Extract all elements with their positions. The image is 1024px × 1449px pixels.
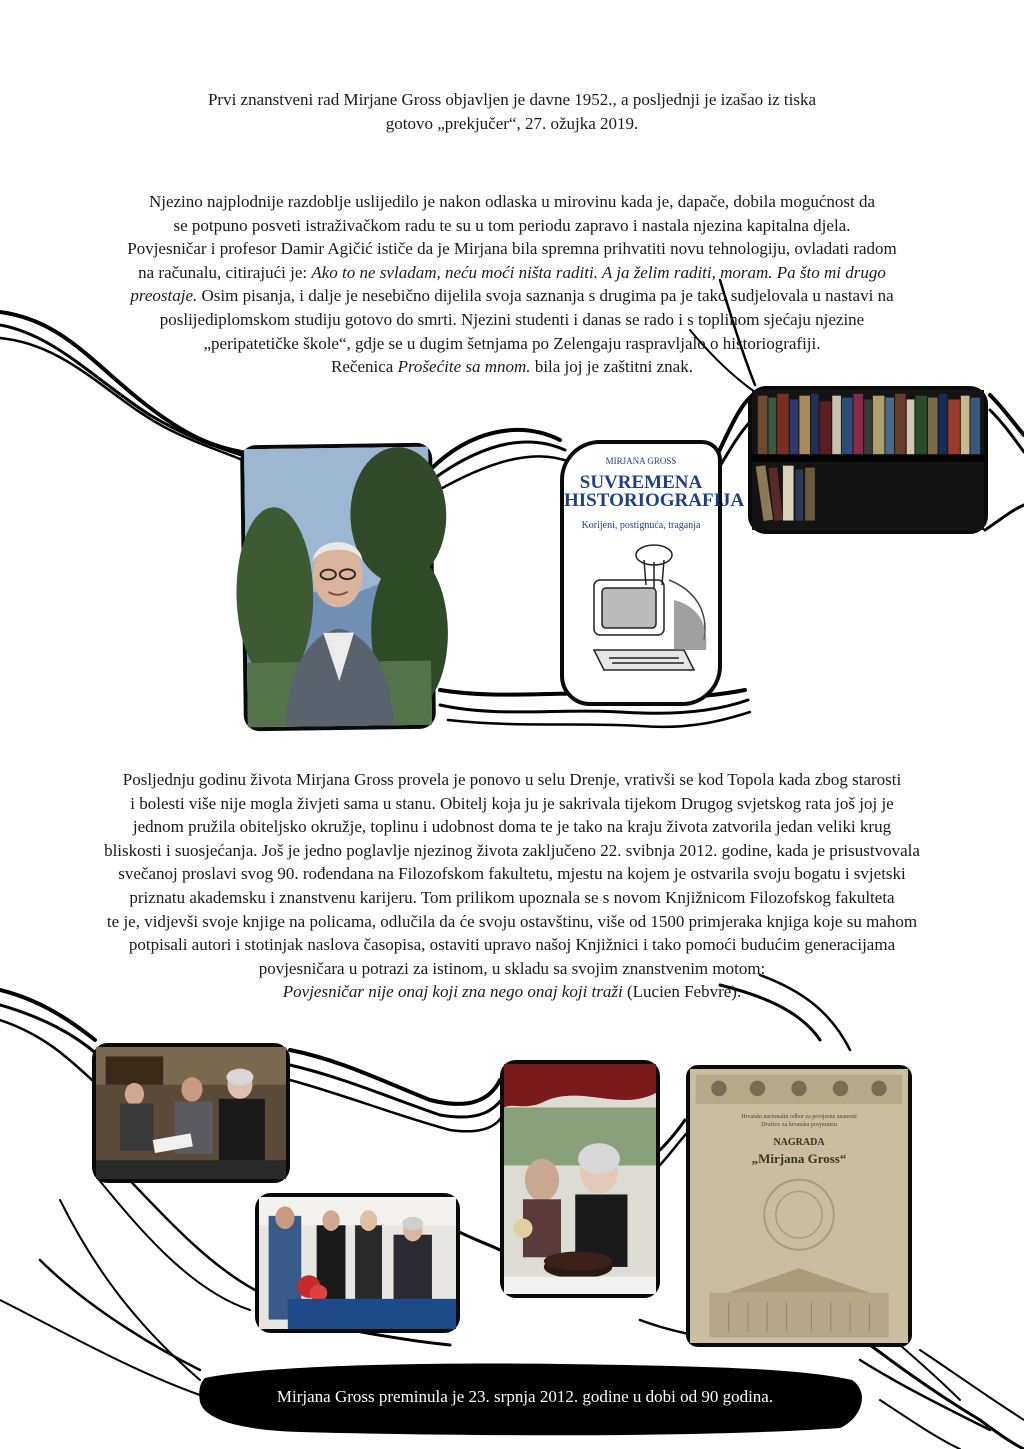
- paragraph-line: jednom pružila obiteljsko okružje, toplinu i udobnost doma te je tako na kraju života zatvorila jedan veliki krug: [132, 817, 892, 837]
- paragraph-line: svečanoj proslavi svog 90. rođendana na Filozofskom fakultetu, mjestu na kojem je ostvarila svoju bogatu i svjetski: [118, 864, 906, 884]
- paragraph-text: Rečenica: [331, 357, 398, 377]
- paragraph-line: povjesničara u potrazi za istinom, u skladu sa svojim znanstvenim motom:: [258, 958, 766, 978]
- paragraph-text: Osim pisanja, i dalje je nesebično dijelila svoja saznanja s drugima pa je tako sudjelovala u nastavi na: [197, 286, 894, 306]
- paragraph-line: te je, vidjevši svoje knjige na policama, odlučila da će svoju ostavštinu, više od 1500 primjeraka knjiga koje su mahom: [106, 911, 918, 931]
- award-header: [690, 1113, 908, 1129]
- award-title: NAGRADA: [773, 1137, 825, 1148]
- award-header-line: Društvo za hrvatsku povjesnicu: [761, 1122, 837, 1128]
- paragraph-line: priznatu akademsku i znanstvenu karijeru. Tom prilikom upoznala se s novom Knjižnicom Filozofskog fakulteta: [129, 887, 895, 907]
- motto-text: Povjesničar nije onaj koji zna nego onaj koji traži: [282, 982, 623, 1002]
- paragraph-line: se potpuno posveti istraživačkom radu te su u tom periodu zapravo i nastala njezina kapitalna djela.: [173, 215, 851, 235]
- birthday-cake-photo: [500, 1060, 660, 1298]
- book-author: MIRJANA GROSS: [605, 456, 677, 466]
- book-subtitle: Korijeni, postignuća, traganja: [581, 520, 701, 531]
- ceremony-photo: [255, 1193, 460, 1333]
- motto-text: Prošećite sa mnom.: [397, 357, 531, 377]
- intro-line: gotovo „prekjučer“, 27. ožujka 2019.: [385, 113, 639, 133]
- final-years-paragraph: [40, 768, 984, 1004]
- paragraph-text: bila joj je zaštitni znak.: [530, 357, 693, 377]
- quote-text: preostaje.: [130, 286, 198, 306]
- paragraph-line: [60, 355, 964, 379]
- lecture-hall-photo: [92, 1043, 290, 1183]
- paragraph-line: potpisali autori i stotinjak naslova časopisa, ostaviti upravo našoj Knjižnici i tako pomoći budućim generacijama: [128, 935, 896, 955]
- award-name: „Mirjana Gross“: [751, 1151, 847, 1166]
- paragraph-line: [60, 284, 964, 308]
- paragraph-line: Povjesničar i profesor Damir Agičić ističe da je Mirjana bila spremna prihvatiti novu tehnologiju, ovladati radom: [127, 239, 897, 259]
- bookshelf-photo: [748, 386, 988, 534]
- book-cover-image: [560, 440, 745, 706]
- paragraph-line: poslijediplomskom studiju gotovo do smrti. Njezini studenti i danas se rado i s toplinom sjećaju njezine: [159, 309, 865, 329]
- retirement-paragraph: [60, 190, 964, 379]
- paragraph-line: „peripatetičke škole“, gdje se u dugim šetnjama po Zelengaju raspravljalo o historiografiji.: [203, 333, 821, 353]
- paragraph-line: [60, 261, 964, 285]
- paragraph-line: Posljednju godinu života Mirjana Gross provela je ponovo u selu Drenje, vrativši se kod Topola kada zbog starosti: [122, 770, 902, 789]
- footer-text: Mirjana Gross preminula je 23. srpnja 2012. godine u dobi od 90 godina.: [276, 1387, 774, 1406]
- book-title-line: SUVREMENA: [579, 472, 703, 493]
- award-header-line: Hrvatski nacionalni odbor za povijesne znanosti: [741, 1114, 857, 1120]
- computer-illustration-icon: [584, 540, 714, 690]
- portrait-photo: [240, 443, 436, 732]
- paragraph-line: bliskosti i suosjećanja. Još je jedno poglavlje njezinog života zaključeno 22. svibnja 2012. godine, kada je prisustvovala: [104, 840, 920, 860]
- paragraph-line: i bolesti više nije mogla živjeti sama u stanu. Obitelj koja ju je sakrivala tijekom Drugog svjetskog rata još joj je: [130, 793, 894, 813]
- paragraph-line: Njezino najplodnije razdoblje uslijedilo je nakon odlaska u mirovinu kada je, dapače, dobila mogućnost da: [148, 192, 876, 211]
- paragraph-text: (Lucien Febvre).: [622, 982, 742, 1002]
- quote-text: Ako to ne svladam, neću moći ništa raditi. A ja želim raditi, moram. Pa što mi drugo: [311, 262, 886, 282]
- book-title-line: HISTORIOGRAFIJA: [564, 490, 745, 511]
- paragraph-line: [40, 980, 984, 1004]
- award-document: [686, 1065, 912, 1347]
- intro-paragraph: [100, 88, 924, 135]
- paragraph-text: na računalu, citirajući je:: [138, 262, 312, 282]
- intro-line: Prvi znanstveni rad Mirjane Gross objavljen je davne 1952., a posljednji je izašao iz tiska: [207, 90, 817, 109]
- book-title: [564, 472, 745, 511]
- award-background: [690, 1069, 908, 1343]
